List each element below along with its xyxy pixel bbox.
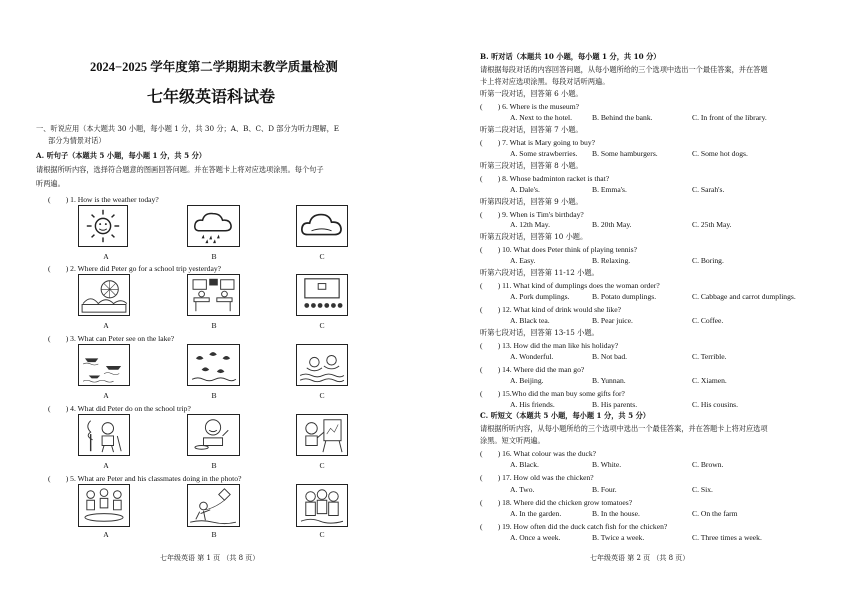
amusement-park-picture[interactable]: [78, 274, 130, 316]
partC-instruction-cont: 涂黑。短文听两遍。: [480, 436, 545, 445]
question-1: ( ) 1. How is the weather today?: [48, 195, 159, 204]
option-b[interactable]: B. His parents.: [592, 399, 638, 409]
question-text: ( ) 8. Whose badminton racket is that?: [480, 173, 610, 183]
option-a[interactable]: A. Some strawberries.: [510, 148, 578, 158]
option-a[interactable]: A. Black.: [510, 460, 539, 470]
option-c[interactable]: C. Cabbage and carrot dumplings.: [692, 292, 796, 302]
partB-heading: B. 听对话（本题共 10 小题，每小题 1 分，共 10 分）: [480, 52, 661, 61]
drawing-picture[interactable]: [296, 414, 348, 456]
option-label-c: C: [319, 321, 325, 330]
option-c[interactable]: C. Terrible.: [692, 351, 727, 361]
partB-instruction-cont: 卡上将对应选项涂黑。每段对话听两遍。: [480, 77, 610, 86]
option-b[interactable]: B. White.: [592, 460, 622, 470]
dialogue-heading: 听第三段对话，回答第 8 小题。: [480, 160, 583, 170]
partC-instruction: 请根据所听内容，从每小题所给的三个选项中选出一个最佳答案，并在答题卡上将对应选项: [480, 424, 768, 433]
option-label-c: C: [319, 530, 325, 539]
option-c[interactable]: C. Coffee.: [692, 316, 724, 326]
partA-instruction: 请根据所听内容，选择符合题意的图画回答问题。并在答题卡上将对应选项涂黑。每个句子: [36, 165, 324, 174]
option-label-c: C: [319, 252, 325, 261]
swimmer-picture[interactable]: [296, 344, 348, 386]
dialogue-heading: 听第四段对话，回答第 9 小题。: [480, 196, 583, 206]
option-c[interactable]: C. 25th May.: [692, 220, 732, 230]
option-b[interactable]: B. In the house.: [592, 509, 640, 518]
option-c[interactable]: C. Brown.: [692, 460, 724, 470]
option-label-b: B: [211, 321, 217, 330]
option-b[interactable]: B. Relaxing.: [592, 256, 631, 266]
option-b[interactable]: B. 20th May.: [592, 220, 632, 230]
option-label-a: A: [103, 461, 109, 470]
question-4: ( ) 4. What did Peter do on the school trip?: [48, 404, 191, 413]
option-label-a: A: [103, 391, 109, 400]
option-a[interactable]: A. 12th May.: [510, 220, 551, 230]
option-c[interactable]: C. Some hot dogs.: [692, 148, 748, 158]
question-2: ( ) 2. Where did Peter go for a school trip yesterday?: [48, 264, 221, 273]
option-c[interactable]: C. Xiamen.: [692, 375, 727, 385]
planting-tree-picture[interactable]: [78, 414, 130, 456]
question-5: ( ) 5. What are Peter and his classmates doing in the photo?: [48, 474, 242, 483]
partC-heading: C. 听短文（本题共 5 小题，每小题 1 分，共 5 分）: [480, 411, 650, 420]
question-text: ( ) 9. When is Tim's birthday?: [480, 209, 584, 219]
option-b[interactable]: B. Twice a week.: [592, 533, 645, 543]
question-3: ( ) 3. What can Peter see on the lake?: [48, 334, 175, 343]
option-a[interactable]: A. Wonderful.: [510, 351, 554, 361]
option-b[interactable]: B. Four.: [592, 484, 617, 494]
option-a[interactable]: A. In the garden.: [510, 509, 562, 518]
boats-picture[interactable]: [78, 344, 130, 386]
page-footer: 七年级英语 第 2 页 （共 8 页）: [590, 554, 690, 562]
option-a[interactable]: A. Next to the hotel.: [510, 112, 573, 122]
option-a[interactable]: A. Pork dumplings.: [510, 292, 570, 302]
dialogue-heading: 听第七段对话，回答第 13-15 小题。: [480, 328, 599, 337]
option-a[interactable]: A. Two.: [510, 484, 535, 494]
option-c[interactable]: C. His cousins.: [692, 399, 738, 409]
question-text: ( ) 15.Who did the man buy some gifts for?: [480, 388, 625, 398]
option-b[interactable]: B. Emma's.: [592, 184, 627, 194]
cinema-picture[interactable]: [296, 274, 348, 316]
option-b[interactable]: B. Some hamburgers.: [592, 148, 658, 158]
dialogue-heading: 听第二段对话，回答第 7 小题。: [480, 124, 583, 134]
option-label-a: A: [103, 252, 109, 261]
partA-heading: A. 听句子（本题共 5 小题，每小题 1 分，共 5 分）: [36, 151, 206, 160]
option-b[interactable]: B. Behind the bank.: [592, 112, 653, 122]
question-text: ( ) 12. What kind of drink would she like?: [480, 305, 621, 315]
option-a[interactable]: A. Easy.: [510, 256, 536, 266]
ducks-picture[interactable]: [187, 344, 240, 386]
right-page: [430, 0, 860, 595]
option-c[interactable]: C. Boring.: [692, 256, 724, 266]
option-b[interactable]: B. Pear juice.: [592, 316, 633, 326]
option-c[interactable]: C. Six.: [692, 484, 713, 494]
picnic-picture[interactable]: [78, 484, 130, 527]
question-text: ( ) 11. What kind of dumplings does the woman order?: [480, 281, 660, 291]
question-text: ( ) 14. Where did the man go?: [480, 364, 585, 374]
section1-heading: 一、听说应用（本大题共 30 小题，每小题 1 分，共 30 分；A、B、C、D 部分为听力理解，E: [36, 124, 340, 133]
exam-subtitle: 七年级英语科试卷: [147, 87, 276, 106]
option-a[interactable]: A. His friends.: [510, 399, 555, 409]
option-label-b: B: [211, 530, 217, 539]
option-a[interactable]: A. Beijing.: [510, 375, 544, 385]
flying-kite-picture[interactable]: [187, 484, 240, 527]
option-label-b: B: [211, 391, 217, 400]
option-c[interactable]: C. In front of the library.: [692, 112, 767, 122]
classroom-picture[interactable]: [187, 274, 240, 316]
question-text: ( ) 19. How often did the duck catch fish for the chicken?: [480, 522, 668, 532]
cloud-icon[interactable]: [296, 205, 348, 247]
question-text: ( ) 18. Where did the chicken grow tomatoes?: [480, 497, 633, 507]
question-text: ( ) 17. How old was the chicken?: [480, 473, 594, 483]
sun-icon[interactable]: [78, 205, 128, 247]
exam-title: 2024−2025 学年度第二学期期末教学质量检测: [90, 60, 338, 74]
question-text: ( ) 6. Where is the museum?: [480, 101, 579, 111]
option-label-b: B: [211, 461, 217, 470]
question-text: ( ) 10. What does Peter think of playing tennis?: [480, 245, 637, 255]
option-c[interactable]: C. Three times a week.: [692, 533, 762, 543]
eating-picture[interactable]: [187, 414, 240, 456]
option-c[interactable]: C. On the farm: [692, 509, 738, 518]
question-text: ( ) 16. What colour was the duck?: [480, 449, 597, 458]
option-a[interactable]: A. Black tea.: [510, 316, 550, 326]
dialogue-heading: 听第五段对话，回答第 10 小题。: [480, 232, 588, 242]
question-text: ( ) 7. What is Mary going to buy?: [480, 137, 596, 147]
option-a[interactable]: A. Once a week.: [510, 533, 561, 543]
option-a[interactable]: A. Dale's.: [510, 184, 540, 194]
option-label-c: C: [319, 391, 325, 400]
option-b[interactable]: B. Yunnan.: [592, 375, 626, 385]
option-b[interactable]: B. Not bad.: [592, 351, 628, 361]
dialogue-heading: 听第一段对话，回答第 6 小题。: [480, 89, 583, 98]
partB-instruction: 请根据每段对话的内容回答问题，从每小题所给的三个选项中选出一个最佳答案，并在答题: [480, 65, 768, 74]
section1-heading-cont: 部分为情景对话）: [48, 136, 106, 145]
dialogue-heading: 听第六段对话，回答第 11-12 小题。: [480, 268, 599, 278]
question-text: ( ) 13. How did the man like his holiday?: [480, 340, 619, 350]
option-label-a: A: [103, 530, 109, 539]
group-picture[interactable]: [296, 484, 348, 527]
option-b[interactable]: B. Potato dumplings.: [592, 292, 657, 302]
option-c[interactable]: C. Sarah's.: [692, 184, 725, 194]
option-label-c: C: [319, 461, 325, 470]
page-footer: 七年级英语 第 1 页 （共 8 页）: [160, 554, 260, 562]
rain-cloud-icon[interactable]: [187, 205, 240, 247]
option-label-b: B: [211, 252, 217, 261]
option-label-a: A: [103, 321, 109, 330]
partA-instruction-cont: 听两遍。: [36, 179, 65, 188]
